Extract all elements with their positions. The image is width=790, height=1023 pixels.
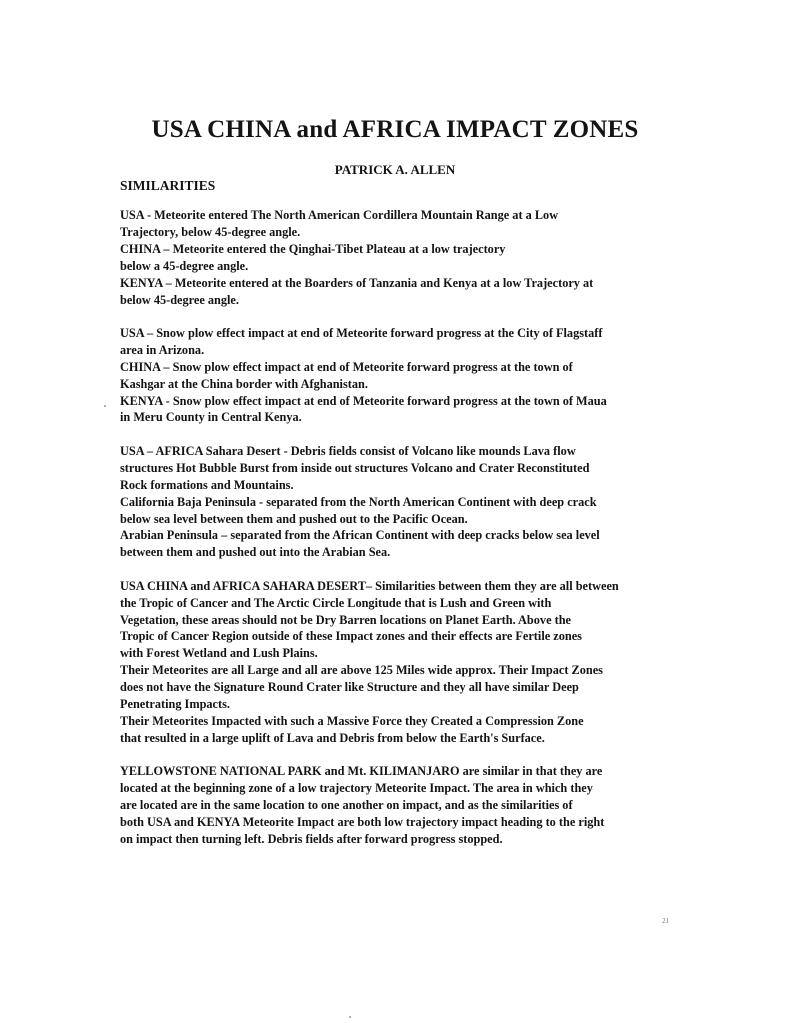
document-body (120, 207, 676, 864)
text-line: are located are in the same location to one another on impact, and as the similarities of (120, 798, 573, 813)
text-line: California Baja Peninsula - separated from the North American Continent with deep crack (120, 494, 597, 509)
text-line: USA – Snow plow effect impact at end of Meteorite forward progress at the City of Flagstaff (120, 325, 603, 340)
text-line: below sea level between them and pushed out to the Pacific Ocean. (120, 511, 468, 526)
text-line: CHINA – Snow plow effect impact at end of Meteorite forward progress at the town of (120, 359, 573, 374)
text-line: USA CHINA and AFRICA SAHARA DESERT– Similarities between them they are all between (120, 578, 619, 593)
page-number: 21 (662, 917, 669, 925)
text-line: both USA and KENYA Meteorite Impact are both low trajectory impact heading to the right (120, 815, 605, 829)
text-line: on impact then turning left. Debris fields after forward progress stopped. (120, 831, 503, 846)
text-line: below a 45-degree angle. (120, 258, 249, 273)
section-heading: SIMILARITIES (120, 178, 216, 193)
text-line: USA – AFRICA Sahara Desert - Debris fields consist of Volcano like mounds Lava flow (120, 443, 576, 458)
text-line: KENYA – Meteorite entered at the Boarders of Tanzania and Kenya at a low Trajectory at (120, 275, 594, 290)
text-line: Penetrating Impacts. (120, 697, 230, 712)
text-line: Arabian Peninsula – separated from the African Continent with deep cracks below sea level (120, 528, 600, 543)
paragraph-yellowstone-kilimanjaro (120, 763, 676, 848)
text-line: Their Meteorites are all Large and all are above 125 Miles wide approx. Their Impact Zones (120, 663, 603, 678)
text-line: area in Arizona. (120, 342, 205, 357)
text-line: structures Hot Bubble Burst from inside out structures Volcano and Crater Reconstituted (120, 460, 590, 475)
author-name: PATRICK A. ALLEN (334, 162, 456, 177)
text-line: KENYA - Snow plow effect impact at end of Meteorite forward progress at the town of Maua (120, 393, 607, 408)
scan-speck (104, 405, 106, 407)
text-line: located at the beginning zone of a low trajectory Meteorite Impact. The area in which they (120, 781, 593, 796)
text-line: Rock formations and Mountains. (120, 477, 294, 492)
text-line: the Tropic of Cancer and The Arctic Circle Longitude that is Lush and Green with (120, 595, 552, 610)
text-line: below 45-degree angle. (120, 292, 239, 307)
paragraph-snow-plow-effect (120, 325, 676, 426)
paragraph-debris-fields (120, 443, 676, 561)
text-line: in Meru County in Central Kenya. (120, 410, 302, 425)
text-line: CHINA – Meteorite entered the Qinghai-Tibet Plateau at a low trajectory (120, 241, 506, 256)
text-line: Their Meteorites Impacted with such a Massive Force they Created a Compression Zone (120, 713, 584, 728)
text-line: USA - Meteorite entered The North American Cordillera Mountain Range at a Low (120, 208, 559, 222)
scan-speck (349, 1016, 351, 1018)
text-line: Vegetation, these areas should not be Dry Barren locations on Planet Earth. Above the (120, 612, 571, 627)
text-line: Kashgar at the China border with Afghanistan. (120, 376, 368, 391)
text-line: YELLOWSTONE NATIONAL PARK and Mt. KILIMANJARO are similar in that they are (120, 764, 603, 779)
document-title: USA CHINA and AFRICA IMPACT ZONES (151, 116, 639, 143)
text-line: between them and pushed out into the Arabian Sea. (120, 545, 391, 560)
text-line: with Forest Wetland and Lush Plains. (120, 646, 318, 661)
text-line: Trajectory, below 45-degree angle. (120, 224, 301, 239)
paragraph-entry-points (120, 207, 676, 308)
paragraph-desert-similarities (120, 578, 676, 747)
text-line: does not have the Signature Round Crater like Structure and they all have similar Deep (120, 680, 579, 695)
text-line: Tropic of Cancer Region outside of these Impact zones and their effects are Fertile zones (120, 629, 582, 644)
text-line: that resulted in a large uplift of Lava and Debris from below the Earth's Surface. (120, 730, 545, 745)
